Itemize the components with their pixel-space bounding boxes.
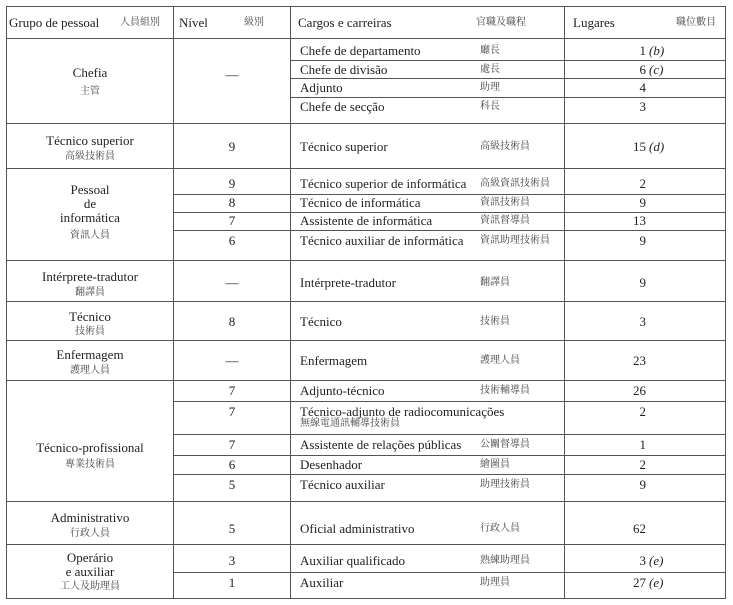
places-value: 23 (633, 353, 646, 368)
position-name: Assistente de informática (300, 213, 433, 228)
position-name-zh: 熟練助理員 (480, 555, 530, 566)
group-chefia: Chefia (72, 65, 108, 80)
group-tecnico-profissional-zh: 專業技術員 (65, 459, 115, 470)
places-value: 9 (639, 477, 646, 492)
group-administrativo: Administrativo (50, 510, 130, 525)
level-value: 3 (228, 553, 236, 568)
group-informatica-de: de (83, 196, 97, 211)
position-name-zh: 科長 (480, 101, 500, 112)
group-enfermagem-zh: 護理人員 (70, 365, 110, 376)
position-name-zh: 高級資訊技術員 (480, 178, 550, 189)
header-level: Nível (179, 15, 208, 30)
level-value: 7 (228, 404, 236, 419)
header-places: Lugares (573, 15, 615, 30)
level-value: 5 (228, 521, 236, 536)
level-value: 8 (228, 195, 236, 210)
position-name: Técnico (300, 314, 342, 329)
group-chefia-zh: 主管 (80, 86, 100, 97)
places-value: 3 (639, 99, 646, 114)
position-name: Adjunto (300, 80, 343, 95)
places-value: 1 (639, 437, 646, 452)
position-name-zh: 護理人員 (480, 355, 520, 366)
position-name-zh: 高級技術員 (480, 141, 530, 152)
position-name-zh: 助理員 (480, 577, 510, 588)
group-operario: Operário (66, 550, 114, 565)
position-name: Técnico superior (300, 139, 388, 154)
level-value: 1 (228, 575, 236, 590)
places-value: 3 (639, 314, 646, 329)
places-value: 9 (639, 195, 646, 210)
places-value: 2 (639, 176, 646, 191)
places-value: 13 (633, 213, 646, 228)
places-note: (e) (649, 575, 664, 590)
places-value: 62 (633, 521, 646, 536)
position-name-zh: 公關督導員 (480, 439, 530, 450)
places-value: 3 (639, 553, 646, 568)
level-value: 5 (228, 477, 236, 492)
group-informatica-zh: 資訊人員 (70, 230, 110, 241)
position-name: Técnico-adjunto de radiocomunicações (300, 404, 505, 419)
level-value: 8 (228, 314, 236, 329)
header-group-zh: 人員組別 (120, 17, 160, 28)
position-name: Desenhador (300, 457, 363, 472)
places-note: (c) (649, 62, 664, 77)
places-value: 1 (639, 43, 646, 58)
position-name-zh: 資訊技術員 (480, 197, 530, 208)
position-name: Auxiliar (300, 575, 344, 590)
position-name-zh: 技術員 (480, 316, 510, 327)
group-tecnico-superior-zh: 高級技術員 (65, 151, 115, 162)
group-tecnico-superior: Técnico superior (46, 133, 134, 148)
group-tecnico: Técnico (69, 309, 111, 324)
places-value: 6 (639, 62, 646, 77)
places-note: (b) (649, 43, 665, 58)
group-operario-e-auxiliar: e auxiliar (65, 564, 115, 579)
places-value: 26 (633, 383, 646, 398)
level-value: 7 (228, 213, 236, 228)
position-name: Enfermagem (300, 353, 368, 368)
level-value: 7 (228, 383, 236, 398)
level-chefia: — (225, 67, 239, 82)
position-name: Auxiliar qualificado (300, 553, 406, 568)
places-value: 27 (633, 575, 646, 590)
position-name: Assistente de relações públicas (300, 437, 462, 452)
position-name: Adjunto-técnico (300, 383, 385, 398)
position-name: Chefe de secção (300, 99, 385, 114)
level-value: — (225, 353, 239, 368)
position-name-zh: 處長 (480, 64, 500, 75)
places-value: 4 (639, 80, 646, 95)
position-name-zh: 行政人員 (480, 523, 520, 534)
position-name-zh: 資訊助理技術員 (480, 235, 550, 246)
group-interprete-zh: 翻譯員 (75, 287, 105, 298)
position-name: Oficial administrativo (300, 521, 415, 536)
header-position: Cargos e carreiras (298, 15, 392, 30)
group-enfermagem: Enfermagem (56, 347, 124, 362)
header-places-zh: 職位數目 (676, 17, 716, 28)
places-value: 2 (639, 404, 646, 419)
level-value: — (225, 275, 239, 290)
group-tecnico-profissional: Técnico-profissional (36, 440, 144, 455)
position-name: Técnico de informática (300, 195, 421, 210)
header-position-zh: 官職及職程 (476, 17, 526, 28)
position-name: Técnico auxiliar de informática (300, 233, 464, 248)
position-name: Intérprete-tradutor (300, 275, 397, 290)
header-group: Grupo de pessoal (9, 15, 100, 30)
places-note: (d) (649, 139, 665, 154)
group-operario-zh: 工人及助理員 (60, 581, 120, 592)
position-name: Técnico superior de informática (300, 176, 467, 191)
places-note: (e) (649, 553, 664, 568)
level-value: 7 (228, 437, 236, 452)
level-value: 6 (228, 233, 236, 248)
group-tecnico-zh: 技術員 (75, 326, 105, 337)
places-value: 9 (639, 275, 646, 290)
places-value: 15 (633, 139, 646, 154)
position-name-zh: 翻譯員 (480, 277, 510, 288)
group-informatica: Pessoal (70, 182, 110, 197)
level-value: 9 (228, 176, 236, 191)
position-name-zh: 廳長 (480, 45, 500, 56)
places-value: 2 (639, 457, 646, 472)
position-name-zh: 助理技術員 (480, 479, 530, 490)
group-informatica-word: informática (60, 210, 120, 225)
group-interprete: Intérprete-tradutor (41, 269, 139, 284)
position-name-zh: 繪圖員 (480, 459, 510, 470)
position-name-zh: 技術輔導員 (480, 385, 530, 396)
group-administrativo-zh: 行政人員 (70, 528, 110, 539)
staffing-table (6, 6, 726, 599)
level-value: 6 (228, 457, 236, 472)
position-name-zh: 資訊督導員 (480, 215, 530, 226)
position-name-zh: 助理 (480, 82, 500, 93)
position-name: Chefe de departamento (300, 43, 421, 58)
position-name-zh: 無線電通訊輔導技術員 (300, 418, 400, 429)
position-name: Chefe de divisão (300, 62, 388, 77)
position-name: Técnico auxiliar (300, 477, 385, 492)
places-value: 9 (639, 233, 646, 248)
header-level-zh: 級別 (244, 17, 264, 28)
level-value: 9 (228, 139, 236, 154)
